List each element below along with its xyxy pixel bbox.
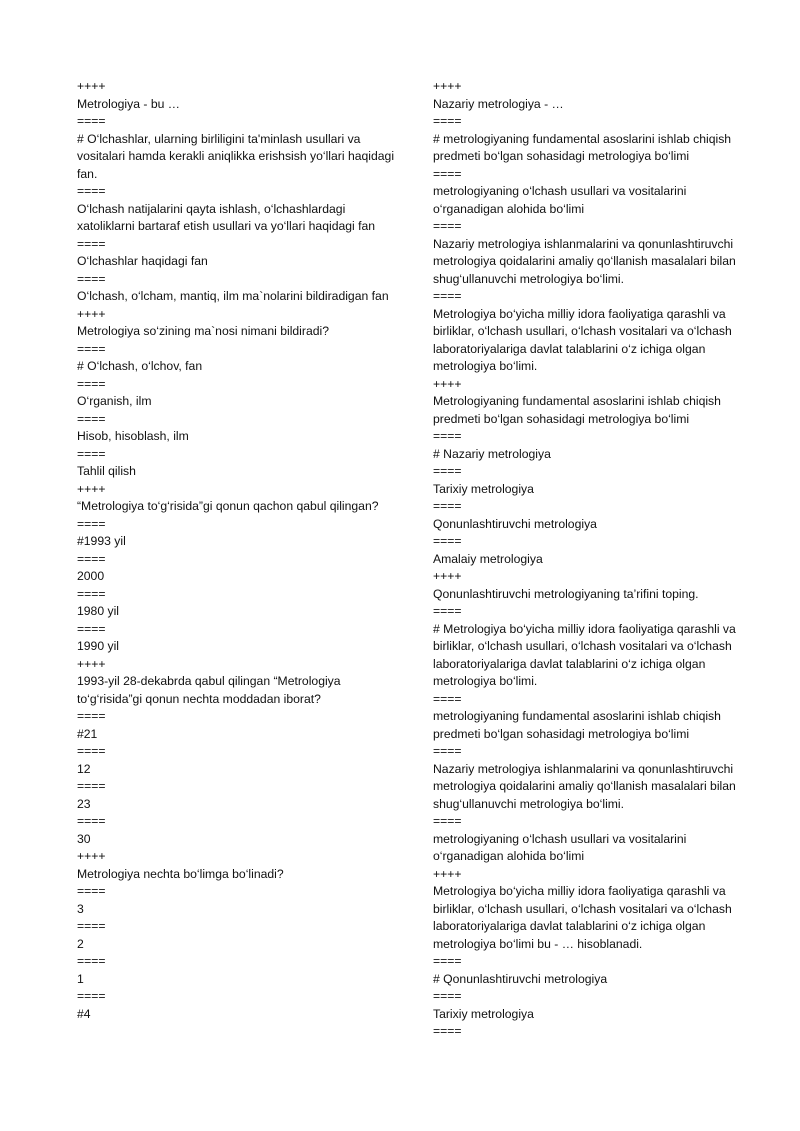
left-question-separator: ++++ [77,656,106,671]
left-option-separator: ==== [77,621,106,636]
right-option-separator: ==== [433,604,462,618]
left-text-line: O‘rganish, ilm [77,394,152,408]
right-text-line: # metrologiyaning fundamental asoslarini ishlab chiqish predmeti bo‘lgan sohasidagi metrologiya bo‘limi [433,131,732,163]
right-option-separator: ==== [433,1024,462,1038]
left-option-separator: ==== [77,919,106,933]
right-option-separator: ==== [433,219,462,233]
left-text-line: 1993-yil 28-dekabrda qabul qilingan “Metrologiya to‘g‘risida”gi qonun nechta moddadan iborat? [77,674,341,706]
left-text-line: 1 [77,971,84,986]
left-option-separator: ==== [77,516,106,531]
left-option-separator: ==== [77,814,106,828]
left-text-line: Metrologiya so‘zining ma`nosi nimani bildiradi? [77,324,329,338]
left-option-separator: ==== [77,586,106,601]
left-text-line: O‘lchashlar haqidagi fan [77,254,208,268]
left-option-separator: ==== [77,954,106,968]
left-text-line: 23 [77,796,91,811]
left-text-line: Hisob, hisoblash, ilm [77,429,189,443]
left-text-line: “Metrologiya to‘g‘risida”gi qonun qachon qabul qilingan? [77,499,379,513]
left-option-separator: ==== [77,989,106,1003]
left-text-line: Metrologiya nechta bo‘limga bo‘linadi? [77,866,284,881]
right-text-line: Metrologiya bo‘yicha milliy idora faoliyatiga qarashli va birliklar, o‘lchash usullari, o‘lchash vositalari va o‘lchash laboratoriyalariga davlat talablarini o‘z ichiga olgan metrologiya bo‘limi bu - … hisoblanadi. [433,884,732,951]
left-option-separator: ==== [77,779,106,793]
left-option-separator: ==== [77,744,106,758]
right-text-line: metrologiyaning o‘lchash usullari va vositalarini o‘rganadigan alohida bo‘limi [433,184,687,216]
right-text-line: Tarixiy metrologiya [433,1006,534,1021]
left-text-line: #21 [77,726,98,741]
right-option-separator: ==== [433,499,462,513]
right-option-separator: ==== [433,289,462,303]
left-option-separator: ==== [77,114,106,128]
left-option-separator: ==== [77,271,106,286]
left-text-line: 1980 yil [77,604,120,618]
right-text-line: metrologiyaning fundamental asoslarini ishlab chiqish predmeti bo‘lgan sohasidagi metrologiya bo‘limi [433,709,721,741]
left-question-separator: ++++ [77,306,106,321]
right-question-separator: ++++ [433,376,462,391]
right-option-separator: ==== [433,429,462,443]
right-option-separator: ==== [433,464,462,478]
right-text-line: Nazariy metrologiya ishlanmalarini va qonunlashtiruvchi metrologiya qoidalarini amaliy qo‘llanish masalalari bilan shug‘ullanuvchi metrologiya bo‘limi. [433,236,736,286]
right-option-separator: ==== [433,166,462,181]
left-text-line: #1993 yil [77,534,126,548]
right-text-line: Nazariy metrologiya - … [433,96,564,111]
left-text-line: # O‘lchash, o‘lchov, fan [77,359,203,373]
right-text-line: Qonunlashtiruvchi metrologiyaning ta’rifini toping. [433,586,699,601]
right-question-separator: ++++ [433,866,462,881]
left-text-line: 3 [77,901,84,916]
right-option-separator: ==== [433,744,462,758]
right-question-separator: ++++ [433,79,462,93]
right-option-separator: ==== [433,989,462,1003]
left-text-line: Metrologiya - bu … [77,96,180,111]
left-text-line: O‘lchash, o‘lcham, mantiq, ilm ma`nolarini bildiradigan fan [77,289,389,303]
left-option-separator: ==== [77,341,106,356]
right-option-separator: ==== [433,954,462,968]
left-option-separator: ==== [77,376,106,391]
left-column [77,78,395,1023]
right-question-separator: ++++ [433,569,462,583]
right-option-separator: ==== [433,691,462,706]
left-text-line: 30 [77,831,91,846]
left-option-separator: ==== [77,411,106,426]
left-text-line: 2000 [77,569,105,583]
left-question-separator: ++++ [77,79,106,93]
left-text-line: 1990 yil [77,639,120,653]
right-text-line: Metrologiyaning fundamental asoslarini ishlab chiqish predmeti bo‘lgan sohasidagi metrologiya bo‘limi [433,394,721,426]
right-text-line: Nazariy metrologiya ishlanmalarini va qonunlashtiruvchi metrologiya qoidalarini amaliy qo‘llanish masalalari bilan shug‘ullanuvchi metrologiya bo‘limi. [433,761,736,811]
right-text-line: # Qonunlashtiruvchi metrologiya [433,971,608,986]
left-option-separator: ==== [77,446,106,461]
left-option-separator: ==== [77,184,106,198]
left-text-line: 12 [77,761,91,776]
left-option-separator: ==== [77,551,106,566]
left-question-separator: ++++ [77,849,106,863]
right-text-line: # Nazariy metrologiya [433,446,551,461]
right-text-line: Qonunlashtiruvchi metrologiya [433,516,597,531]
left-text-line: O‘lchash natijalarini qayta ishlash, o‘lchashlardagi xatoliklarni bartaraf etish usullari va yo‘llari haqidagi fan [77,201,376,233]
right-option-separator: ==== [433,114,462,128]
right-text-line: Metrologiya bo‘yicha milliy idora faoliyatiga qarashli va birliklar, o‘lchash usullari, o‘lchash vositalari va o‘lchash laboratoriyalariga davlat talablarini o‘z ichiga olgan metrologiya bo‘limi. [433,306,732,373]
right-text-line: Amalaiy metrologiya [433,551,543,566]
left-option-separator: ==== [77,884,106,898]
left-option-separator: ==== [77,236,106,251]
left-text-line: # O‘lchashlar, ularning birliligini ta'minlash usullari va vositalari hamda kerakli aniqlikka erishsish yo‘llari haqidagi fan. [77,131,395,181]
right-text-line: Tarixiy metrologiya [433,481,534,496]
right-option-separator: ==== [433,814,462,828]
left-option-separator: ==== [77,709,106,723]
right-option-separator: ==== [433,534,462,548]
left-question-separator: ++++ [77,481,106,496]
left-text-line: #4 [77,1006,91,1021]
right-column [433,78,755,1041]
left-text-line: 2 [77,936,84,951]
left-text-line: Tahlil qilish [77,464,136,478]
right-text-line: # Metrologiya bo‘yicha milliy idora faoliyatiga qarashli va birliklar, o‘lchash usullari, o‘lchash vositalari va o‘lchash laboratoriyalariga davlat talablarini o‘z ichiga olgan metrologiya bo‘limi. [433,621,736,688]
right-text-line: metrologiyaning o‘lchash usullari va vositalarini o‘rganadigan alohida bo‘limi [433,831,687,863]
